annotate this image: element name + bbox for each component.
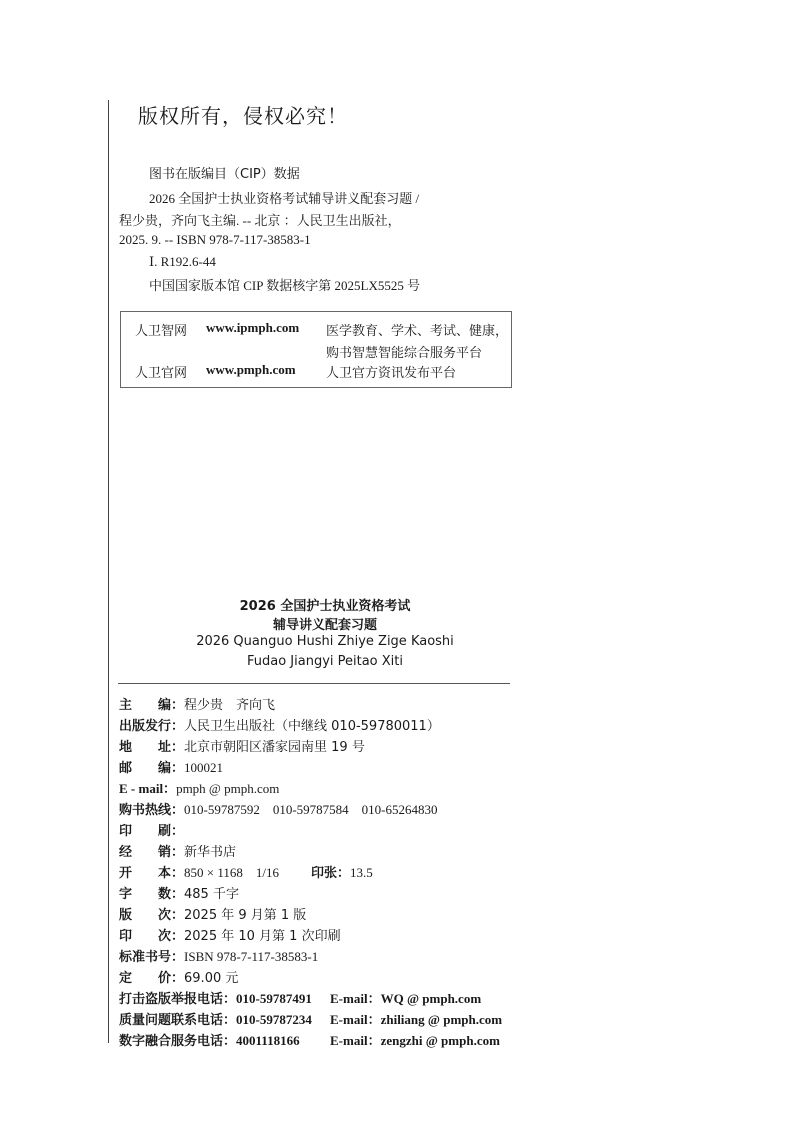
imprint-row [119, 946, 318, 965]
website-name: 人卫官网 [135, 366, 188, 381]
contact-email[interactable]: WQ @ pmph.com [380, 991, 482, 1006]
book-subtitle-pinyin: Fudao Jiangyi Peitao Xiti [246, 654, 403, 669]
contact-row [119, 1009, 502, 1028]
imprint-value: 010-59787592 010-59787584 010-65264830 [184, 802, 438, 817]
website-name: 人卫智网 [135, 324, 188, 339]
imprint-value: 13.5 [350, 865, 373, 880]
imprint-value[interactable]: pmph @ pmph.com [176, 781, 280, 796]
imprint-value: 2025 年 9 月第 1 版 [184, 908, 307, 923]
imprint-label: 邮 编： [119, 761, 185, 776]
imprint-value: ISBN 978-7-117-38583-1 [184, 949, 319, 964]
book-title-pinyin: 2026 Quanguo Hushi Zhiye Zige Kaoshi [196, 634, 454, 649]
imprint-value: 485 千字 [184, 887, 239, 902]
contact-label: 质量问题联系电话： [119, 1013, 237, 1028]
imprint-row [119, 778, 279, 797]
contact-label: 数字融合服务电话： [119, 1034, 237, 1049]
imprint-row [119, 904, 306, 923]
book-title-cn: 2026 全国护士执业资格考试 [239, 599, 411, 614]
divider [118, 683, 510, 684]
imprint-label: 开 本： [119, 866, 185, 881]
imprint-row [119, 757, 223, 776]
imprint-value: 100021 [184, 760, 224, 775]
website-url[interactable]: www.ipmph.com [206, 320, 300, 335]
imprint-label: 主 编： [119, 698, 185, 713]
cip-heading: 图书在版编目（CIP）数据 [149, 167, 300, 182]
cip-line: 中国国家版本馆 CIP 数据核字第 2025LX5525 号 [149, 278, 421, 293]
contact-email-label: E-mail： [330, 1012, 381, 1027]
imprint-label: 印张： [311, 866, 351, 881]
imprint-label: E - mail： [119, 781, 177, 796]
imprint-label: 版 次： [119, 908, 185, 923]
imprint-value: 新华书店 [184, 845, 237, 860]
imprint-label: 标准书号： [119, 950, 185, 965]
contact-row [119, 988, 481, 1007]
website-desc: 医学教育、学术、考试、健康， [326, 324, 509, 339]
imprint-value: 程少贵 齐向飞 [184, 698, 276, 713]
copyright-notice: 版权所有，侵权必究！ [138, 104, 348, 128]
contact-row [119, 1030, 500, 1049]
imprint-label: 购书热线： [119, 803, 185, 818]
imprint-label: 出版发行： [119, 719, 185, 734]
contact-phone: 010-59787491 [236, 991, 312, 1006]
imprint-value: 850 × 1168 1/16 [184, 865, 279, 880]
imprint-label: 印 次： [119, 929, 185, 944]
margin-rule [108, 100, 109, 1043]
website-desc: 购书智慧智能综合服务平台 [326, 346, 483, 361]
contact-phone: 010-59787234 [236, 1012, 312, 1027]
imprint-label: 地 址： [119, 740, 185, 755]
imprint-row [119, 925, 341, 944]
website-url[interactable]: www.pmph.com [206, 362, 296, 377]
imprint-value: 人民卫生出版社（中继线 010-59780011） [184, 719, 440, 734]
website-box [120, 311, 512, 388]
contact-email-label: E-mail： [330, 1033, 381, 1048]
imprint-value: 69.00 元 [184, 971, 239, 986]
imprint-row [119, 883, 239, 902]
website-desc: 人卫官方资讯发布平台 [326, 366, 457, 381]
cip-line: Ⅰ. R192.6-44 [149, 254, 216, 269]
cip-line: 2026 全国护士执业资格考试辅导讲义配套习题 / [149, 191, 420, 206]
book-subtitle-cn: 辅导讲义配套习题 [272, 618, 377, 633]
cip-line: 2025. 9. -- ISBN 978-7-117-38583-1 [119, 232, 311, 247]
imprint-row [119, 820, 184, 839]
imprint-label: 经 销： [119, 845, 185, 860]
imprint-label: 印 刷： [119, 824, 185, 839]
imprint-row [119, 799, 438, 818]
imprint-row [119, 736, 365, 755]
contact-email-label: E-mail： [330, 991, 381, 1006]
imprint-value: 2025 年 10 月第 1 次印刷 [184, 929, 341, 944]
contact-email[interactable]: zhiliang @ pmph.com [380, 1012, 503, 1027]
imprint-row [119, 841, 236, 860]
contact-label: 打击盗版举报电话： [119, 992, 237, 1007]
imprint-row [119, 862, 373, 881]
contact-email[interactable]: zengzhi @ pmph.com [380, 1033, 500, 1048]
imprint-value: 北京市朝阳区潘家园南里 19 号 [184, 740, 365, 755]
imprint-row [119, 694, 275, 713]
imprint-label: 定 价： [119, 971, 185, 986]
imprint-row [119, 967, 238, 986]
cip-line: 程少贵，齐向飞主编. -- 北京 ：人民卫生出版社， [119, 213, 401, 228]
imprint-row [119, 715, 440, 734]
imprint-label: 字 数： [119, 887, 185, 902]
contact-phone: 4001118166 [236, 1033, 300, 1048]
